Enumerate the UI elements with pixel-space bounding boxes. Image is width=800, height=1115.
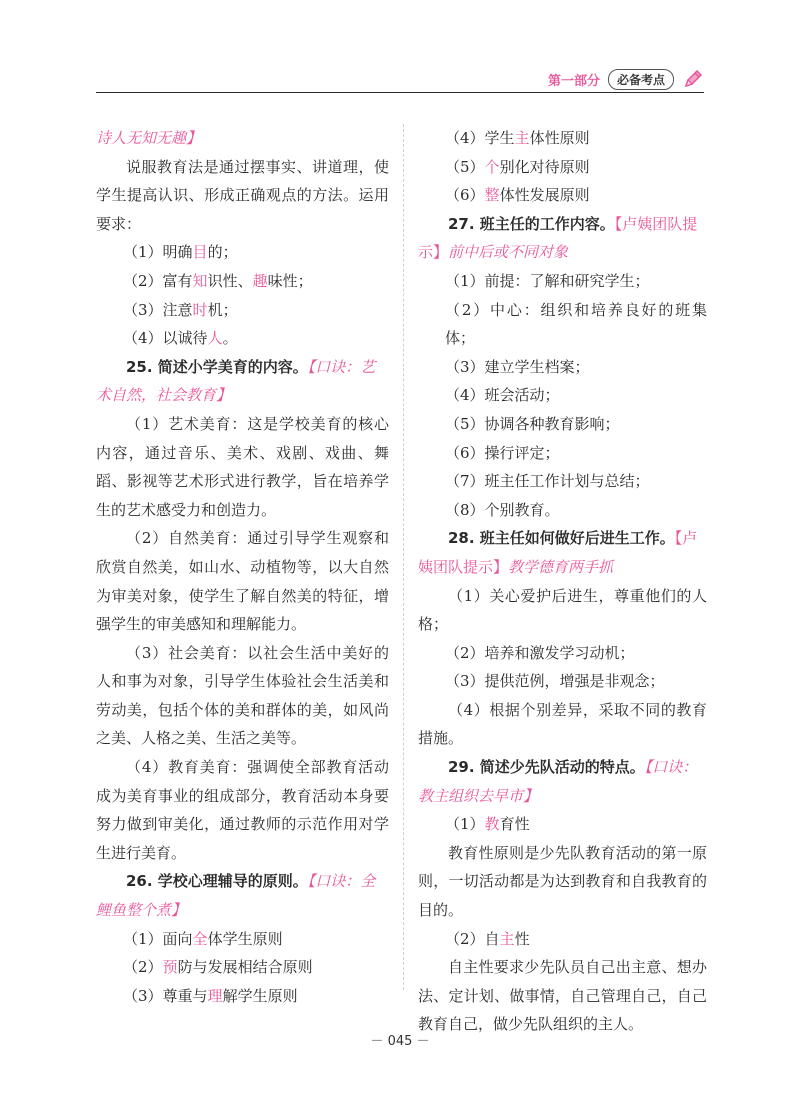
- question-26-heading: 26. 学校心理辅导的原则。【口诀：全鲤鱼整个煮】: [96, 872, 376, 920]
- list-item: （4）以诚待人。: [123, 329, 238, 348]
- part-label: 第一部分: [547, 73, 600, 89]
- paragraph: （3）社会美育：以社会生活中美好的人和事为对象，引导学生体验社会生活美和劳动美，包括个体的美和群体的美，如风尚之美、人格之美、生活之美等。: [96, 643, 389, 748]
- question-27-heading: 27. 班主任的工作内容。【卢姨团队提示】前中后或不同对象: [418, 214, 698, 262]
- persuasion-paragraph: 说服教育法是通过摆事实、讲道理，使学生提高认识、形成正确观点的方法。运用要求：: [96, 157, 389, 233]
- paragraph: （2）自然美育：通过引导学生观察和欣赏自然美，如山水、动植物等，以大自然为审美对象，使学生了解自然美的特征，增强学生的审美感知和理解能力。: [96, 529, 389, 634]
- paragraph: 教育性原则是少先队教育活动的第一原则，一切活动都是为达到教育和自我教育的目的。: [418, 843, 707, 920]
- list-item: （5）个别化对待原则: [445, 157, 590, 176]
- list-item: （1）明确目的；: [123, 243, 238, 262]
- question-25-heading: 25. 简述小学美育的内容。【口诀：艺术自然，社会教育】: [96, 357, 376, 405]
- list-item: （3）注意时机；: [123, 300, 238, 319]
- list-item: （5）协调各种教育影响；: [445, 414, 620, 433]
- list-item: （2）中心：组织和培养良好的班集体；: [445, 300, 707, 348]
- header-right: [548, 68, 704, 90]
- page-number: － 045 －: [370, 1034, 430, 1049]
- question-28-heading: 28. 班主任如何做好后进生工作。【卢姨团队提示】教学德育两手抓: [418, 529, 698, 576]
- list-item: （6）操行评定；: [445, 443, 560, 462]
- list-item: （1）面向全体学生原则: [123, 929, 283, 948]
- list-item: （4）学生主体性原则: [445, 129, 590, 147]
- list-item: （2）预防与发展相结合原则: [123, 958, 313, 977]
- question-29-heading: 29. 简述少先队活动的特点。【口诀：教主组织去早市】: [418, 758, 698, 805]
- paragraph: 自主性要求少先队员自己出主意、想办法、定计划、做事情，自己管理自己，自己教育自己，做少先队组织的主人。: [418, 958, 707, 1034]
- list-item: （1）前提：了解和研究学生；: [445, 271, 650, 290]
- list-item: （4）班会活动；: [445, 386, 560, 405]
- list-item: （6）整体性发展原则: [445, 186, 590, 205]
- left-column: [96, 124, 389, 1010]
- sub-heading: （2）自主性: [445, 929, 530, 948]
- section-badge: 必备考点: [608, 69, 674, 90]
- list-item: （7）班主任工作计划与总结；: [445, 472, 650, 491]
- list-item: （3）提供范例，增强是非观念；: [445, 672, 665, 691]
- list-item: （4）根据个别差异，采取不同的教育措施。: [418, 700, 707, 748]
- list-item: （1）关心爱护后进生，尊重他们的人格；: [418, 586, 707, 634]
- pencil-icon: [682, 68, 704, 90]
- sub-heading: （1）教育性: [445, 815, 530, 834]
- right-column: [418, 124, 707, 1039]
- paragraph: （4）教育美育：强调使全部教育活动成为美育事业的组成部分，教育活动本身要努力做到审美化，通过教师的示范作用对学生进行美育。: [96, 758, 389, 862]
- list-item: （3）建立学生档案；: [445, 357, 590, 376]
- list-item: （3）尊重与理解学生原则: [123, 986, 298, 1005]
- list-item: （8）个别教育。: [445, 500, 560, 519]
- list-item: （2）培养和激发学习动机；: [445, 643, 635, 662]
- list-item: （2）富有知识性、趣味性；: [123, 271, 313, 290]
- paragraph: （1）艺术美育：这是学校美育的核心内容，通过音乐、美术、戏剧、戏曲、舞蹈、影视等艺术形式进行教学，旨在培养学生的艺术感受力和创造力。: [96, 414, 389, 519]
- column-divider: [403, 124, 404, 990]
- page-header: [96, 56, 704, 93]
- continued-mnemonic: 诗人无知无趣】: [96, 129, 202, 147]
